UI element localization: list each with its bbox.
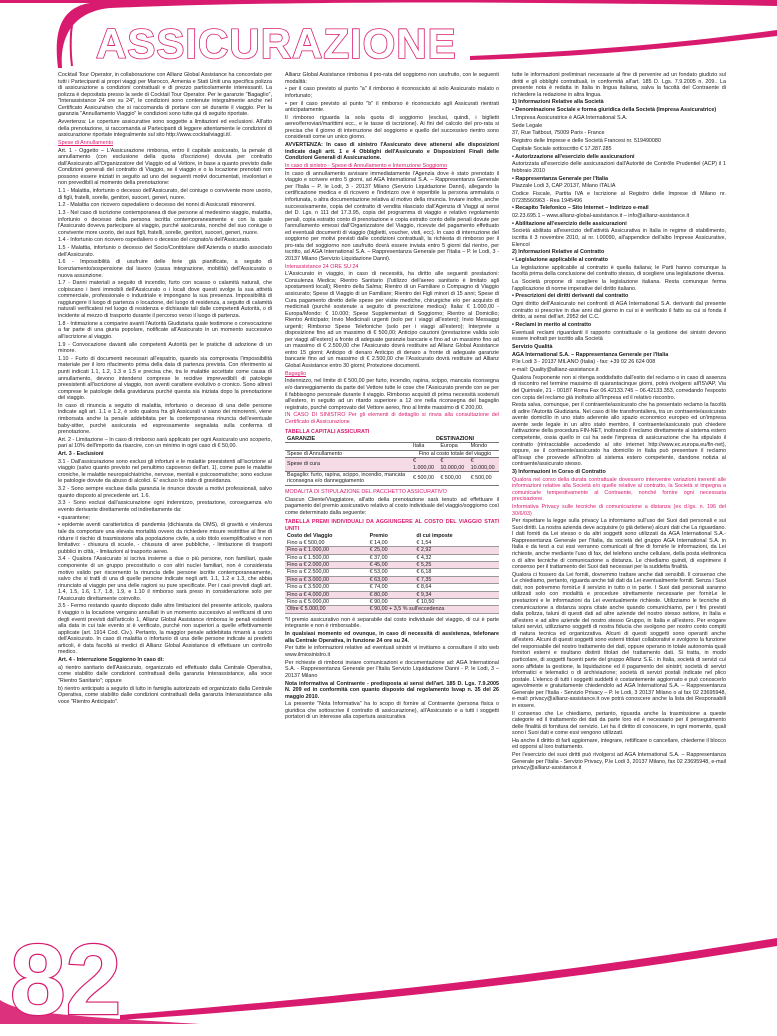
paragraph: 1.4 - Infortunio con ricovero ospedaliero o decesso del cognato/a dell'Assicurato. xyxy=(58,237,251,244)
paragraph: Qualora ci fossero da Lei forniti, dovremmo trattare anche dati sensibili. Il consenso che Le chiediamo, pertanto, riguarda anche tali dati da Lei eventualmente forniti. Senza i Suoi dati, non potremmo fornirLe il servizio in tutto o in parte. I Suoi dati personali saranno utilizzati solo con modalità e procedure strettamente necessarie per fornirLe le prestazioni e le informazioni da Lei eventualmente richieste. Utilizziamo le tecniche di comunicazione a distanza sopra citate anche quando comunichiamo, per i fini previsti dalla polizza, taluni di questi dati ad altre aziende del nostro stesso settore, in Italia e all'estero e ad altre aziende del nostro stesso Gruppo, in Italia e all'estero. Per erogare taluni servizi, utilizziamo soggetti di nostra fiducia che svolgono per nostro conto compiti di natura tecnica ed organizzativa. Alcuni di questi soggetti sono operanti anche all'estero. Alcuni di questi soggetti sono esterni titolari collaborativi e svolgono la funzione del responsabile del nostro trattamento dei dati, oppure operano in totale autonomia quali fornitori esterni e risultano distinti titolari del trattamento dati. Si tratta, in modo particolare, di soggetti facenti parte del gruppo Allianz S.E.: in Italia, società di servizi cui sono affidate la gestione, la liquidazione ed il pagamento dei sinistri; società di servizi informatici e telematici o di archiviazione; società di servizi postali indicate nel plico postale. L'elenco di tutti i soggetti suddetti è costantemente aggiornato e può conoscerlo agevolmente e gratuitamente chiedendolo ad AGA International S.A. – Rappresentanza Generale per l'Italia - Servizio Privacy – P. le Lodi, 3 20137 Milano o al fax 02 23695948, e-mail: privacy@allianz-assistance.it ove potrà conoscere anche la lista dei Responsabili in essere. xyxy=(512,571,726,709)
table-cell: Spese di cura xyxy=(285,458,411,472)
table-cell: € 2,92 xyxy=(414,547,499,554)
table-cell: € 90,00 + 3,5 % sull'eccedenza xyxy=(368,606,499,613)
table-header-row xyxy=(285,436,499,443)
section-heading: 1) Informazioni Relative alla Società xyxy=(512,99,604,106)
table-cell: € 9,34 xyxy=(414,591,499,598)
paragraph: Qualora l'esponente non si ritenga soddisfatto dall'esito del reclamo o in caso di assenza di riscontro nel termine massimo di quarantacinque giorni, potrà rivolgersi all'ISVAP, Via del Quirinale, 21 - 00187 Roma Fax 06.42133.745 – 06.42133.353, corredando l'esposto con copia del reclamo già inoltrato all'Impresa ed il relativo riscontro. xyxy=(512,374,726,401)
paragraph: Il rimborso riguarda la sola quota di soggiorno (esclusi, quindi, i biglietti aereo/ferroviari/marittimi ecc., e le tasse di iscrizione). Ai fini del calcolo del pro-rata si precisa che il giorno di interruzione del soggiorno e quello del successivo rientro sono considerati come un unico giorno. xyxy=(285,114,499,141)
table-row xyxy=(285,599,499,606)
table-cell: Mondo xyxy=(469,443,499,450)
paragraph: • epidemie aventi caratteristica di pandemia (dichiarata da OMS), di gravità e virulenza tale da comportare una elevata mortalità ovvero da richiedere misure restrittive al fine di ridurre il rischio di trasmissione alla popolazione civile, a solo titolo esemplificativo e non limitativo: - chiusura di scuole, - chiusura di aree pubbliche, - limitazione di trasporti pubblici in città, - limitazioni al trasporto aereo. xyxy=(58,522,272,555)
table-cell: Bagaglio: furto, rapina, scippo, incendio, mancata riconsegna e/o danneggiamento xyxy=(285,472,411,486)
table-cell: Fino a € 5.000,00 xyxy=(285,599,368,606)
paragraph: 3.5 - Fermo restando quanto disposto dalle altre limitazioni del presente articolo, qualora il viaggio o la locazione vengano annullati in un momento successivo al verificarsi di uno degli eventi previsti dall'articolo 1, Allianz Global Assistance rimborsa le penali esistenti alla data in cui tale evento si è verificato, purché non superiori a quelle effettivamente applicate (art. 1914 Cod. Civ.). Pertanto, la maggior penale addebitata rimarrà a carico dell'Assicurato. In caso di malattia o infortunio di una delle persone indicate ai predetti articoli, è data facoltà ai medici di Allianz Global Assistance di effettuare un controllo medico. xyxy=(58,603,272,656)
table-cell: € 74,00 xyxy=(368,584,415,591)
table-header-row xyxy=(285,443,499,450)
paragraph: Eventuali reclami riguardanti il rapporto contrattuale o la gestione dei sinistri devono essere inoltrati per iscritto alla Società xyxy=(512,329,726,343)
subheading: • Rappresentanza Generale per l'Italia xyxy=(512,175,609,182)
paragraph: Indennizzo, nel limite di € 500,00 per furto, incendio, rapina, scippo, mancata riconsegna e/o danneggiamento da parte del Vettore tutte le cose che l'Assicurato prende con se per il fabbisogno personale durante il viaggio. Rimborso acquisti di prima necessità sostenuti all'estero, in seguito ad un ritardo superiore a 12 ore nella riconsegna del bagaglio registrato, purché comprovato del Vettore aereo, fino al limite massimo di € 200,00. xyxy=(285,378,499,411)
table-row xyxy=(285,561,499,568)
paragraph: Nota informativa al Contraente - predisposta ai sensi dell'art. 185 D. Lgs. 7.9.2005 N. 209 ed in conformità con quanto disposto dal regolamento Isvap n. 35 del 26 maggio 2010. xyxy=(285,680,499,700)
paragraph: Sede Legale xyxy=(512,122,543,129)
paragraph: Per richieste di rimborsi inviare comunicazioni e documentazione ad: AGA International S.A. - Rappresentanza Generale per l'Italia Servizio Liquidazione Danni - P. le Lodi, 3 – 20137 Milano xyxy=(285,659,499,679)
table-header-cell: DESTINAZIONI xyxy=(411,436,499,443)
table-cell: Fino a € 2.000,00 xyxy=(285,561,368,568)
paragraph: In qualsiasi momento ed ovunque, in caso di necessità di assistenza, telefonare alla Centrale Operativa, in funzione 24 ore su 24. xyxy=(285,631,499,644)
paragraph: *Il premio assicurativo non è separabile dal costo individuale del viaggio, di cui è parte integrante e non è rimborsabile. xyxy=(285,616,499,630)
table-premi-title: TABELLA PREMI INDIVIDUALI DA AGGIUNGERE AL COSTO DEL VIAGGIO STATI UNITI xyxy=(285,519,499,532)
paragraph: L'Assicurato in viaggio, in caso di necessità, ha diritto alle seguenti prestazioni: Consulenza Medica; Rientro Sanitario (l'utilizzo dell'aereo sanitario è limitato agli spostamenti locali); Rientro della Salma; Rientro di un Familiare o Compagno di Viaggio assicurato; Spese di Viaggio di un Familiare; Rientro dei Figli minori di 15 anni; Spese di Cura pagamento diretto delle spese per visite mediche, chirurgiche e/o per acquisto di medicinali (purché sostenute a seguito di prescrizione medica): Italia: € 1.000,00 - Europa/Mondo: € 10.000; Spese Supplementari di Soggiorno; Rientro al Domicilio; Rientro Anticipato; Invio Medicinali urgenti (solo per i viaggi all'estero); Invio Messaggi urgenti; Rimborso Spese Telefoniche (solo per i viaggi all'estero); Interprete a disposizione fino ad un massimo di € 500,00; Anticipo cauzioni (prestazione valida solo per viaggi all'estero) a fronte di adeguate garanzie bancarie e fino ad un massimo fino ad un massimo di € 2.500,00 che l'Assicurato dovrà restituire ad Allianz Global Assistance entro 15 giorni; Anticipo di denaro Anticipo di denaro a fronte di adeguate garanzie bancarie fino ad un massimo di € 2.500,00 che l'Assicurato dovrà restituire ad Allianz Global Assistance entro 30 giorni; Protezione documenti. xyxy=(285,271,499,370)
section-heading: Interassistance 24 ORE SU 24 xyxy=(285,263,359,270)
table-cell: € 1.000,00 xyxy=(411,458,438,472)
subheading: • Prescrizioni dei diritti derivanti dal contratto xyxy=(512,293,629,300)
table-row xyxy=(285,540,499,547)
table-capitali xyxy=(285,436,499,486)
table-row xyxy=(285,547,499,554)
table-cell: € 45,00 xyxy=(368,561,415,568)
subheading: • Recapito Telefonico – Sito Internet – Indirizzo e-mail xyxy=(512,205,649,212)
table-cell: € 37,00 xyxy=(368,554,415,561)
paragraph: In caso di rinuncia a seguito di malattia, infortunio o decesso di una delle persone indicate agli art. 1.1 e 1.2, è solo qualora fra gli Assicurati vi siano dei minorenni, viene rimborsata anche la penale addebitata per la contemporanea rinuncia dell'eventuale baby-sitter, purché assicurata ed espressamente segnalata sulla conferma di prenotazione. xyxy=(58,402,272,436)
table-cell: € 63,00 xyxy=(368,576,415,583)
body-columns xyxy=(58,72,726,952)
table-cell: € 4,32 xyxy=(414,554,499,561)
section-heading: Spese di Annullamento xyxy=(58,139,114,146)
paragraph: La presente "Nota Informativa" ha lo scopo di fornire al Contraente (persona fisica o giuridica che sottoscrive il contratto di assicurazione), all'Assicurato e a tutti i soggetti portatori di un interesse alla copertura assicurativa xyxy=(285,701,499,721)
paragraph: • quarantene; xyxy=(58,514,91,521)
table-capitali-title: TABELLA CAPITALI ASSICURATI xyxy=(285,428,370,435)
column-1 xyxy=(58,72,272,952)
section-heading: 3) Informazioni in Corso di Contratto xyxy=(512,468,606,475)
table-cell: € 14,00 xyxy=(368,540,415,547)
subheading: • Abilitazione all'esercizio delle assicurazioni xyxy=(512,220,627,227)
paragraph: Resta salva, comunque, per il contraente/assicurato che ha presentato reclamo la facoltà di adire l'Autorità Giudiziaria. Nel caso di lite transfrontaliera, tra un contraente/assicurato avente domicilio in uno stato aderente allo spazio economico europeo ed un'impresa avente sede legale in un altro stato membro, il contraente/assicurato può chiedere l'attivazione della procedura FIN-NET, inoltrando il reclamo direttamente al sistema estero competente, ossia quello in cui ha sede l'impresa di assicurazione che ha stipulato il contratto (rintracciabile accedendo al sito internet http://www.ec.europa.eu/fin-net), oppure, se il contraente/assicurato ha domicilio in Italia può presentare il reclamo all'Isvap che provvede all'inoltro al sistema estero competente, dandone notizia al contraente/assicurato stesso. xyxy=(512,402,726,468)
paragraph: Per rispettare la legge sulla privacy La informiamo sull'uso dei Suoi dati personali e sui Suoi diritti. La nostra azienda deve acquisire (o già detiene) alcuni dati che La riguardano. I dati forniti da Lei stesso o da altri soggetti sono utilizzati da AGA International S.A.-Rappresentanza Generale per l'Italia, da società del gruppo AGA International S.A. in Italia e da terzi a cui essi verranno comunicati al fine di fornirle le informazioni, da Lei richieste, anche mediante l'uso di fax, del telefono anche cellulare, della posta elettronica o di altre tecniche di comunicazione a distanza. Le chiediamo quindi, di esprimere il consenso per il trattamento dei Suoi dati necessari per la suddetta finalità. xyxy=(512,518,726,571)
paragraph: 1.7 - Danni materiali a seguito di incendio, furto con scasso o calamità naturali, che colpiscano i beni immobili dell'Assicurato o i locali dove questi svolge la sua attività commerciale, professionale o industriale e impongano la sua presenza. Impossibilità di raggiungere il luogo di partenza o locazione, del luogo di residenza, a seguito di calamità naturali verificatesi nel luogo di residenza e dichiarate tali dalle competenti Autorità, o di incidente al mezzo di trasporto durante il percorso verso il luogo di partenza. xyxy=(58,280,272,320)
table-cell: € 10,50 xyxy=(414,599,499,606)
table-cell: € 7,35 xyxy=(414,576,499,583)
paragraph: AGA International S.A. – Rappresentanza Generale per l'Italia xyxy=(512,351,669,358)
table-row xyxy=(285,554,499,561)
paragraph: Art. 1 - Oggetto – L'Assicurazione rimborsa, entro il capitale assicurato, la penale di annullamento (con esclusione della quota d'iscrizione) dovuta per contratto dall'Assicurato all'Organizzatore del Viaggio od al Vettore, in base a quanto previsto dalle Condizioni generali del contratto di Viaggio, se il viaggio e o la locazione prenotati non possono essere iniziati in seguito ad uno dei seguenti motivi documentati, involontari e non prevedibili al momento della prenotazione: xyxy=(58,147,272,187)
table-row xyxy=(285,576,499,583)
table-cell: Europa xyxy=(438,443,468,450)
column-3 xyxy=(512,72,726,952)
page-number: 82 xyxy=(10,924,122,1036)
subheading: • Reclami in merito al contratto xyxy=(512,321,592,328)
table-row xyxy=(285,569,499,576)
subheading: • Legislazione applicabile al contratto xyxy=(512,257,608,264)
table-cell: Fino a € 4.000,00 xyxy=(285,591,368,598)
table-header-cell: Costo del Viaggio xyxy=(287,533,333,540)
paragraph: 1.5 - Malattia, infortunio o decesso del Socio/Contitolare dell'Azienda o studio associato dell'Assicurato. xyxy=(58,245,272,258)
table-row xyxy=(285,472,499,486)
table-cell: Fino a € 1.000,00 xyxy=(285,547,368,554)
section-heading: IN CASO DI SINISTRO Per gli elementi di dettaglio si rinvia alla consultazione del Certificato di Assicurazione xyxy=(285,412,499,425)
paragraph: Codice Fiscale, Partita IVA e Iscrizione al Registro delle Imprese di Milano nr. 07235560963 - Rea 1945496 xyxy=(512,191,726,204)
table-cell: Fino a € 2.500,00 xyxy=(285,569,368,576)
table-cell: € 8,64 xyxy=(414,584,499,591)
section-heading: MODALITÀ DI STIPULAZIONE DEL PACCHETTO ASSICURATIVO xyxy=(285,488,447,495)
paragraph: Qualora nel corso della durata contrattuale dovessero intervenire variazioni inerenti alle informazioni relative alla Società e/o quelle relative al contratto, la Società si impegna a comunicarle tempestivamente al Contraente, nonché fornire ogni necessaria precisazione. xyxy=(512,476,726,503)
table-cell: Oltre € 5.000,00 xyxy=(285,606,368,613)
paragraph: P.le Lodi 3 - 20137 MILANO (Italia) - fax: +39 02 26 624 008 xyxy=(512,359,656,366)
paragraph: Ogni diritto dell'Assicurato nei confronti di AGA International S.A. derivanti dal presente contratto si prescrive in due anni dal giorno in cui si è verificato il fatto su cui si fonda il diritto, ai sensi dell'art. 2952 del C.C. xyxy=(512,301,726,321)
table-cell: € 5,25 xyxy=(414,561,499,568)
table-cell: Italia xyxy=(411,443,438,450)
table-cell: € 500,00 xyxy=(411,472,438,486)
table-premi xyxy=(285,533,499,613)
column-2 xyxy=(285,72,499,952)
table-cell: Fino a € 500,00 xyxy=(285,540,368,547)
table-cell: € 10.000,00 xyxy=(438,458,468,472)
paragraph: 3.2 - Sono sempre escluse dalla garanzia le rinunce dovute a motivi professionali, salvo quanto disposto al precedente art. 1.6. xyxy=(58,486,272,499)
paragraph: Il consenso che Le chiediamo, pertanto, riguarda anche la trasmissione a queste categorie ed il trattamento dei dati da parte loro ed è necessario per il perseguimento delle finalità di fornitura del servizio. Lei ha il diritto di conoscere, in ogni momento, quali sono i Suoi dati e come essi vengono utilizzati. xyxy=(512,710,726,737)
table-cell: € 6,18 xyxy=(414,569,499,576)
subheading: • Autorizzazione all'esercizio delle assicurazioni xyxy=(512,153,635,160)
table-cell: Fino a € 1.500,00 xyxy=(285,554,368,561)
paragraph: 3.3 - Sono esclusi dall'assicurazione ogni indennizzo, prestazione, conseguenza e/o evento derivante direttamente od indirettamente da: xyxy=(58,500,272,514)
intro-paragraph: Cocktail Tour Operator, in collaborazione con Allianz Global Assistance ha concordato per tutti i Partecipanti ai propri viaggi per Marocco, Armenia e Stati Uniti una specifica polizza di assicurazione a condizioni contrattuali e di prezzo particolarmente interessanti. La polizza è depositata presso la sede di Cocktail Tour Operator. Per le garanzie "Bagaglio", "Interassistance 24 ore su 24", le condizioni sono contenute integralmente anche nel Certificato Assicurativo che si raccomanda di portare con sé durante il viaggio. Per la garanzia "Annullamento Viaggio" le condizioni sono tutte qui di seguito riportate. xyxy=(58,72,272,118)
paragraph: 1.10 - Furto di documenti necessari all'espatrio, quando sia comprovata l'impossibilità materiale per il loro rifacimento prima della data di partenza prevista. Con riferimento ai punti indicati 1.1, 1.2, 1.3 e 1.5 e precisa che, tra le malattie accettate come causa di annullamento, devono intendersi comprese le recidive imprevedibili di patologie preesistenti all'iscrizione al viaggio, non aventi carattere evolutivo o cronico. Sono altresì comprese le patologie della gravidanza purché questa sia iniziata dopo la prenotazione del viaggio. xyxy=(58,355,272,402)
paragraph: L'Impresa Assicuratrice è AGA International S.A. xyxy=(512,114,628,121)
table-cell: € 10.000,00 xyxy=(469,458,499,472)
paragraph: Allianz Global Assistance rimborsa il pro-rata del soggiorno non usufruito, con le seguenti modalità: xyxy=(285,72,499,85)
subheading: • Denominazione Sociale e forma giuridica della Società (Impresa Assicuratrice) xyxy=(512,107,717,114)
paragraph: La Società propone di scegliere la legislazione italiana. Resta comunque ferma l'applicazione di norme imperative del diritto italiano. xyxy=(512,279,726,292)
paragraph: Società abilitata all'esercizio dell'attività Assicurativa in Italia in regime di stabilimento, iscritta il 3 novembre 2010, al nr. I.00090, all'appendice dell'albo Imprese Assicurative, Elencol xyxy=(512,228,726,248)
page-title: ASSICURAZIONE xyxy=(96,20,457,67)
table-row xyxy=(285,450,499,457)
paragraph: 1.9 - Convocazione davanti alle competenti Autorità per le pratiche di adozione di un minore. xyxy=(58,341,272,355)
paragraph: In caso di annullamento avvisare immediatamente l'Agenzia dove è stato prenotato il viaggio e scrivere entro 5 giorni, ad AGA International S.A. – Rappresentanza Generale per l'Italia – P. le Lodi, 3 - 20137 Milano (Servizio Liquidazione Danni), allegando la certificazione medica e di ricovero e l'indirizzo ove è reperibile la persona ammalata o infortunata, o altra documentazione relativa al motivo della rinuncia. Inviare inoltre, anche successivamente, copia del contratto di vendita rilasciato dall'Agenzia di Viaggi ai sensi del D. Lgs. n 111 del 17.3.95, copia del programma di viaggio e relativo regolamento penali, copia estratto conto di prenotazione e copia estratto conto delle penali dovute per l'annullamento emessi dall'Organizzatore del Viaggio, ricevute del pagamento effettuato ed eventuali documenti di viaggio (biglietti, voucher, visti, ecc). In caso di interruzione del soggiorno per motivi previsti dalle condizioni contrattuali, la richiesta di rimborso per il pro-rata del soggiorno non usufruito dovrà essere inviata entro 5 giorni dal rientro, per iscritto, ad AGA International S.A. – Rappresentanza Generale per l'Italia – P. le Lodi, 3 - 20137 Milano (Servizio Liquidazione Danni). xyxy=(285,170,499,262)
section-heading: In caso di sinistro - Spese di Annullamento e Interruzione Soggiorno xyxy=(285,163,448,170)
table-header-cell: GARANZIE xyxy=(285,436,411,443)
paragraph: b) rientro anticipato a seguito di lutto in famiglia autorizzato ed organizzato dalla Centrale Operativa, come stabilito dalle condizioni contrattuali della garanzia Interassistance alla voce "Rientro Anticipato". xyxy=(58,685,272,705)
paragraph: e-mail: Quality@allianz-assistance.it xyxy=(512,367,599,374)
paragraph: 1.2 - Malattia con ricovero ospedaliero o decesso dei nonni di Assicurati minorenni. xyxy=(58,202,256,209)
table-cell: Fino a € 3.000,00 xyxy=(285,576,368,583)
table-header-cell: Premio xyxy=(369,533,388,540)
table-cell: € 25,00 xyxy=(368,547,415,554)
article-heading: Art. 3 - Esclusioni xyxy=(58,451,104,458)
paragraph: 1.8 - Intimazione a comparire avanti l'Autorità Giudiziaria quale testimone o convocazione a far parte di una giuria popolare, notificate all'Assicurato in un momento successivo all'iscrizione al viaggio. xyxy=(58,320,272,340)
paragraph: Piazzale Lodi 3, CAP 20137, Milano ITALIA xyxy=(512,183,616,190)
table-row xyxy=(285,584,499,591)
paragraph: a) rientro sanitario dell'Assicurato, organizzato ed effettuato dalla Centrale Operativa, come stabilito dalle condizioni contrattuali della garanzia Interassistance, alla voce "Rientro Sanitario"; oppure xyxy=(58,664,272,684)
paragraph: • per il caso previsto al punto "a" il rimborso è riconosciuto al solo Assicurato malato o infortunato; xyxy=(285,86,499,99)
paragraph: Ha anche il diritto di farli aggiornare, integrare, rettificare o cancellare, chiederne il blocco ed opporsi al loro trattamento. xyxy=(512,737,726,751)
table-row xyxy=(285,606,499,613)
table-row xyxy=(285,591,499,598)
table-cell xyxy=(285,443,411,450)
paragraph: tutte le informazioni preliminari necessarie al fine di pervenire ad un fondato giudizio sul diritti e gli obblighi contrattuali, in conformità all'art. 185 D. Lgs. 7.9.2005 n. 209.. La presente nota è redatta in Italia in lingua italiana, salva la facoltà del Contraente di richiedere la redazione in altra lingua. xyxy=(512,72,726,98)
paragraph: 37, Rue Taitbout, 75009 Paris - France xyxy=(512,130,605,137)
table-cell: € 1,54 xyxy=(414,540,499,547)
paragraph: 3.1 - Dall'assicurazione sono esclusi gli infortuni e le malattie preesistenti all'iscrizione al viaggio (salvo quanto previsto nel penultimo capoverso dell'art. 1), come pure le malattie croniche, le malattie neuropsichiatriche, nervose, mentali e psicosomatiche; sono escluse le patologie dovute da abuso di alcolici. E' escluso lo stato di gravidanza. xyxy=(58,458,272,485)
paragraph: 02.23.695.1 – www.allianz-global-assistance.it – info@allianz-assistance.it xyxy=(512,213,690,220)
table-cell: Fino a € 3.500,00 xyxy=(285,584,368,591)
table-cell: € 80,00 xyxy=(368,591,415,598)
paragraph: Registro delle Imprese e delle Società Francesi nr. 519490080 xyxy=(512,138,661,145)
paragraph: Capitale Sociale sottoscritto € 17.287.285 xyxy=(512,145,612,152)
paragraph: Ciascun Cliente/Viaggiatore, all'atto della prenotazione sarà tenuto ad effettuare il pagamento del premio assicurativo relativo al costo individuale del viaggio/soggiorno così come determinato dalla seguente: xyxy=(285,496,499,516)
section-heading: Informativa Privacy sulle tecniche di comunicazione a distanza (ex d.lgs. n. 196 del 30/6/03) xyxy=(512,504,726,517)
table-cell: € 90,00 xyxy=(368,599,415,606)
paragraph: • per il caso previsto al punto "b" il rimborso è riconosciuto agli Assicurati rientrati anticipatamente. xyxy=(285,100,499,114)
table-cell: € 500,00 xyxy=(469,472,499,486)
table-header-cell: di cui imposte xyxy=(416,533,453,540)
table-cell: € 500,00 xyxy=(438,472,468,486)
article-heading: Art. 4 - Interruzione Soggiorno In caso di: xyxy=(58,656,165,663)
section-heading: Bagaglio xyxy=(285,370,306,377)
table-cell: Spese di Annullamento xyxy=(285,450,411,457)
table-cell: € 53,00 xyxy=(368,569,415,576)
section-heading: 2) Informazioni Relative al Contratto xyxy=(512,249,605,256)
paragraph: Art. 2 - Limitazione – In caso di rimborso sarà applicato per ogni Assicurato uno scoperto, pari al 10% dell'importo da risarcire, con un minimo in ogni caso di € 50,00. xyxy=(58,436,272,450)
subheading: Servizio Qualità xyxy=(512,343,553,350)
paragraph: 1.1 - Malattia, infortunio o decesso dell'Assicurato, del coniuge o convivente more uxorio, di figli, fratelli, sorelle, genitori, suoceri, generi, nuore. xyxy=(58,188,272,201)
avvertenza-paragraph: Avvertenza: Le coperture assicurative sono soggette a limitazioni ed esclusioni. All'atto della prenotazione, si raccomanda ai Partecipanti di leggere attentamente le condizioni di assicurazione riportate integralmente sul sito http://www.cocktailviaggi.it/. xyxy=(58,119,272,139)
table-cell: Fino al costo totale del viaggio xyxy=(411,450,499,457)
paragraph: La legislazione applicabile al contratto è quella italiana; le Parti hanno comunque la facoltà prima della conclusione del contratto stesso, di scegliere una legislazione diversa. xyxy=(512,264,726,278)
paragraph: 3.4 - Qualora l'Assicurato si iscriva insieme a due o più persone, non familiari, quale componente di un gruppo precostituito o con altri nuclei familiari, non è considerata motivo valido per riscernento la rinuncia delle persone iscritte contemporaneamente, salvo che si tratti di una di quelle persone indicate negli artt. 1.1, 1.2 e 1.3, che abbia rinunciato al viaggio per una delle ragioni su pure specificate. Per i casi previsti dagli art. 1.4, 1.5, 1.6, 1.7, 1.8, 1.9, e 1.10 il rimborso sarà preso in considerazione solo per l'Assicurato direttamente coinvolto. xyxy=(58,556,272,602)
paragraph: 1.3 - Nel caso di iscrizione contemporanea di due persone al medesimo viaggio, malattia, infortunio o decesso della persona iscritta contemporaneamente e con la quale l'Assicurato doveva partecipare al viaggio, purché assicurata, nonché del suo coniuge o convivente more uxorio, dei suoi figli, fratelli, sorelle, genitori, suoceri, generi, nuore. xyxy=(58,210,272,236)
avvertenza-paragraph: AVVERTENZA: In caso di sinistro l'Assicurato deve attenersi alle disposizioni indicate dagli artt. 1 e 4 Obblighi dell'Assicurato e Disposizioni Finali delle Condizioni Generali di Assicurazione. xyxy=(285,142,499,162)
table-row xyxy=(285,458,499,472)
paragraph: Autorizzata all'esercizio delle assicurazioni dall'Autorité de Contrôle Prudentiel (ACP) il 1 febbraio 2010 xyxy=(512,161,726,174)
paragraph: Per l'esercizio dei suoi diritti può rivolgersi ad AGA International S.A. – Rappresentanza Generale per l'Italia - Servizio Privacy, P.le Lodi 3, 20137 Milano, fax 02 23695948, e-mail privacy@allianz-assistance.it xyxy=(512,752,726,772)
paragraph: 1.6 - Impossibilità di usufruire delle ferie già pianificate, a seguito di licenziamento/sospensione dal lavoro (cassa integrazione, mobilità) dell'Assicurato o nuova assunzione. xyxy=(58,259,272,279)
paragraph: Per tutte le informazioni relative ad eventuali sinistri vi invitiamo a consultare il sito web www.ilmiosinistro.it xyxy=(285,645,499,658)
